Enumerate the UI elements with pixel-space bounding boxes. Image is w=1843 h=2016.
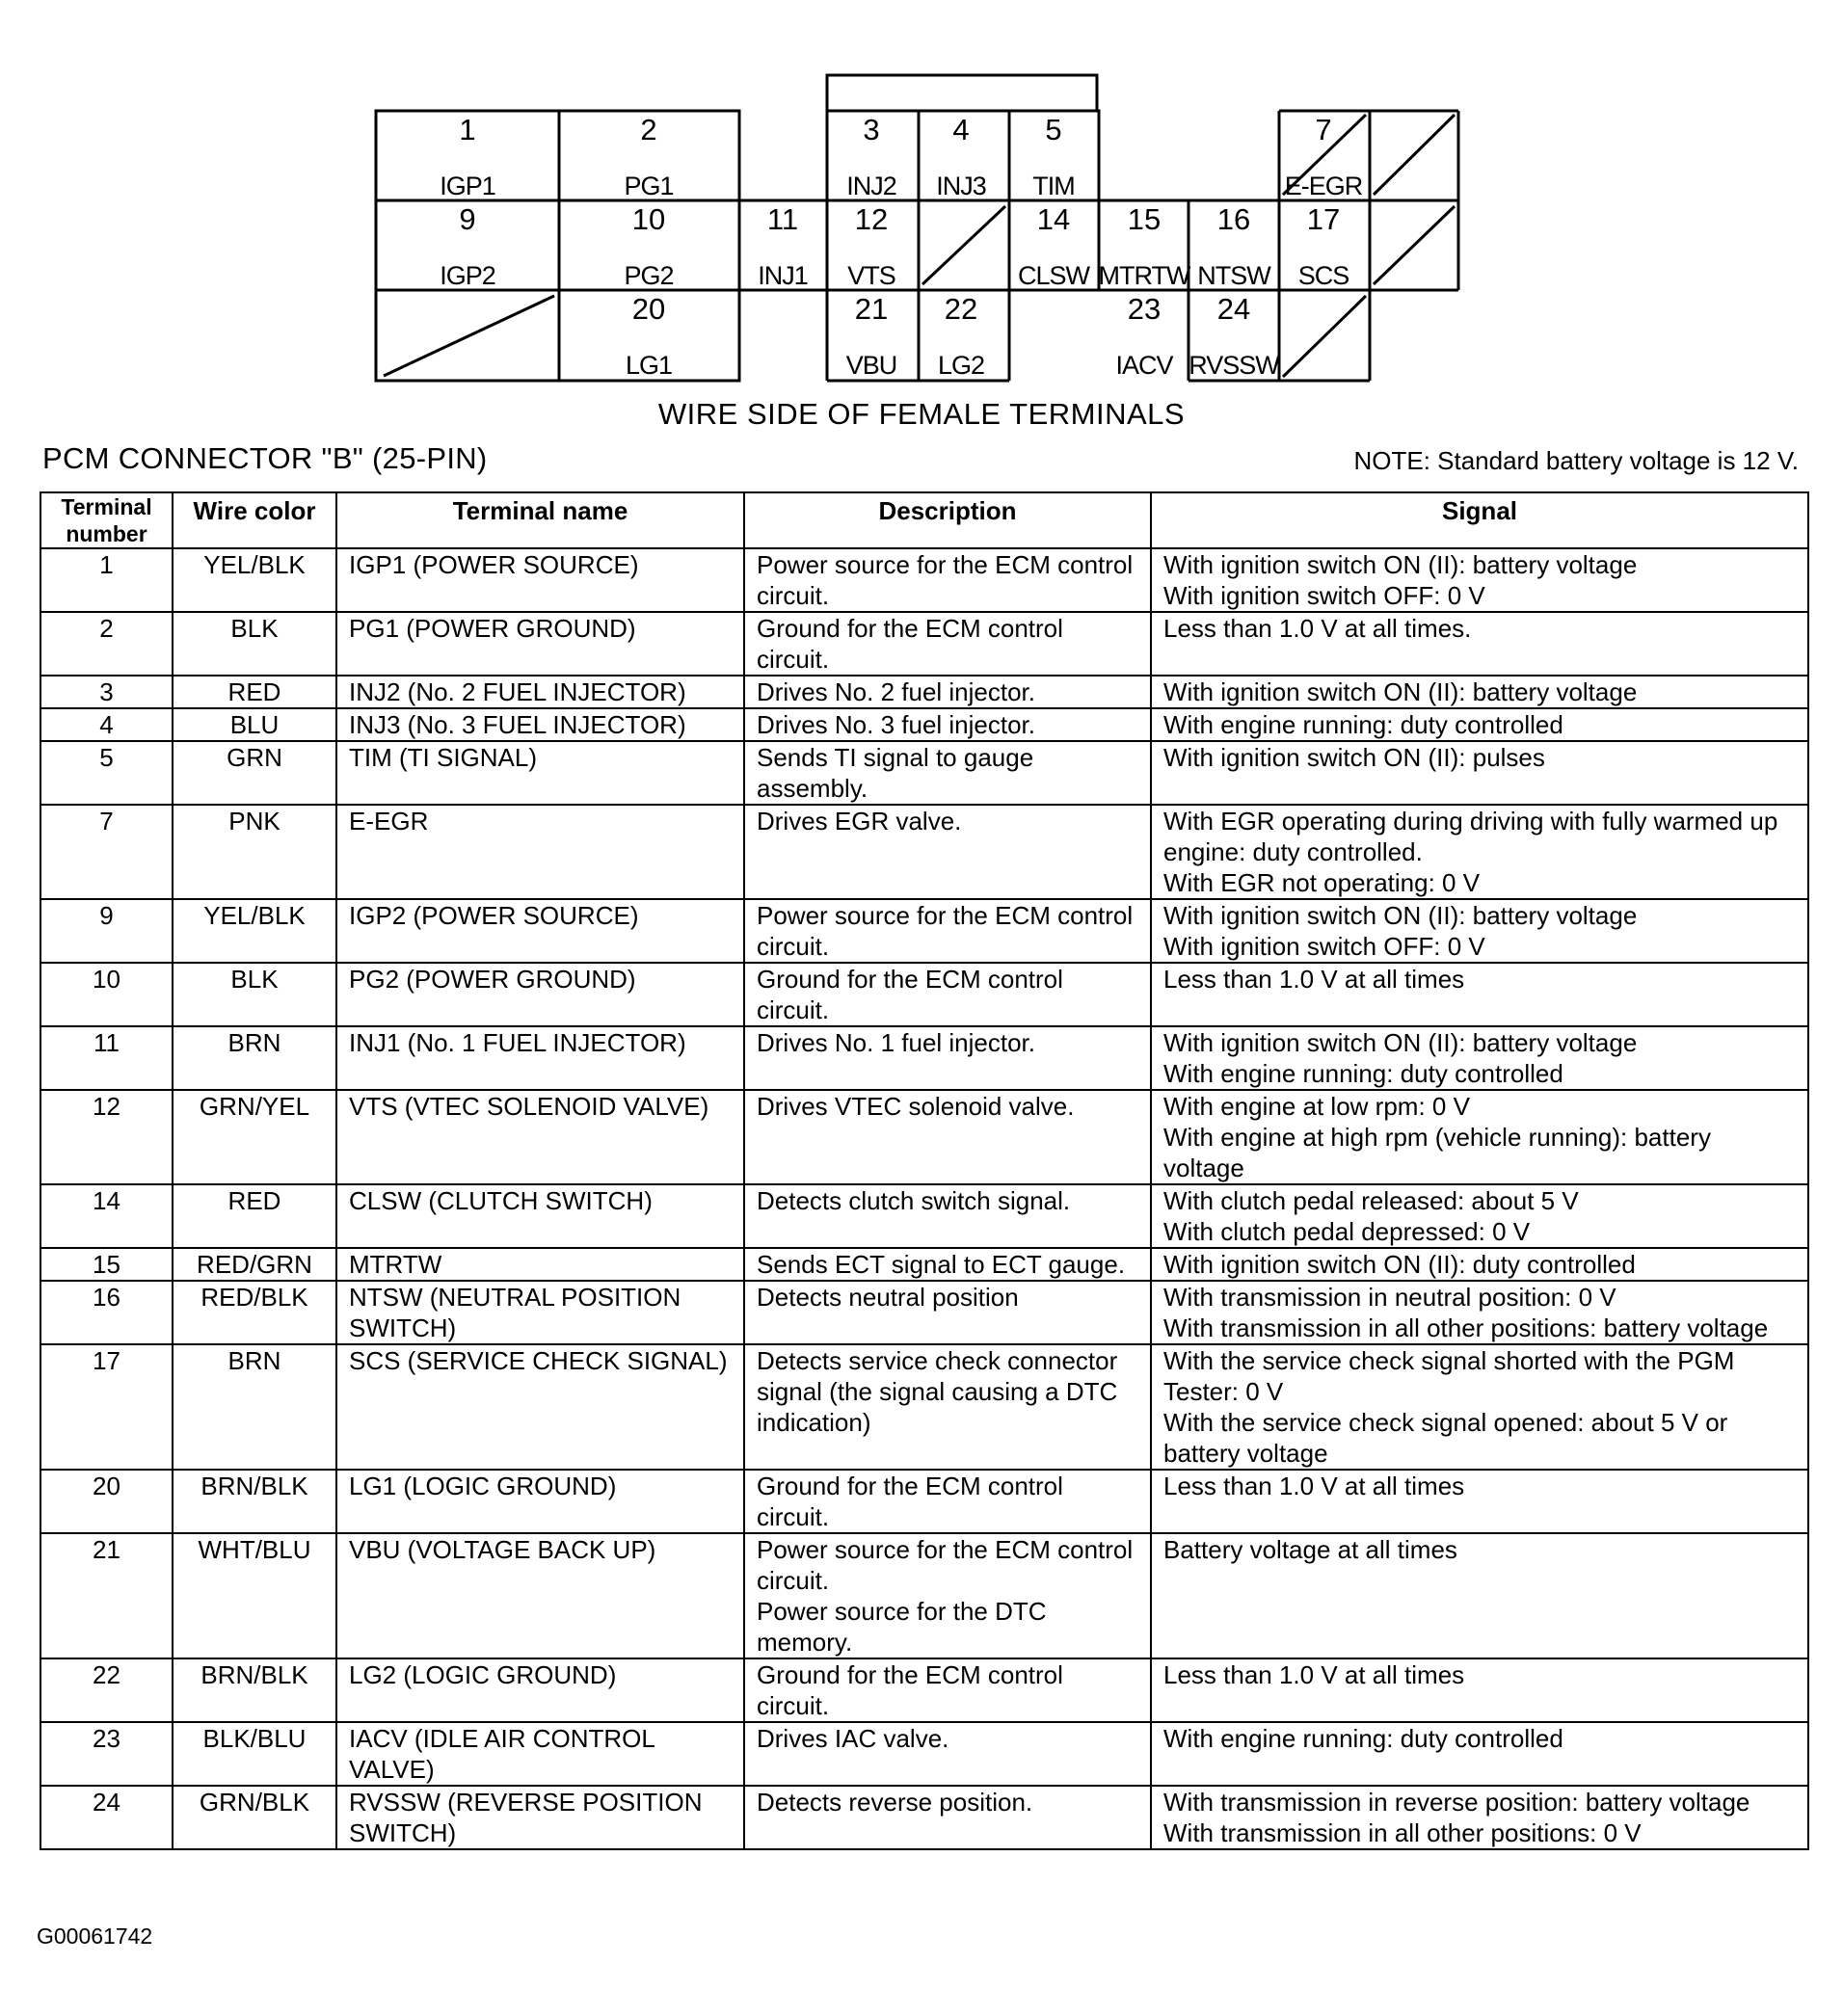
header-terminal-number (40, 492, 173, 548)
pin-name-label: LG2 (937, 351, 985, 380)
pin-number-label: 9 (459, 202, 476, 236)
pin-number-label: 11 (766, 202, 799, 236)
terminal-number-cell: 24 (40, 1786, 173, 1849)
description-cell: Detects neutral position (744, 1281, 1151, 1344)
signal-cell: With ignition switch ON (II): battery voltage (1151, 676, 1808, 708)
terminal-table-body (40, 548, 1808, 1849)
terminal-number-cell: 17 (40, 1344, 173, 1470)
table-row (40, 548, 1808, 612)
table-row (40, 963, 1808, 1026)
pin-name-label: IGP1 (440, 172, 495, 200)
table-row (40, 1786, 1808, 1849)
terminal-number-cell: 11 (40, 1026, 173, 1090)
header-terminal-line1: Terminal (61, 494, 152, 519)
signal-cell: Less than 1.0 V at all times (1151, 963, 1808, 1026)
description-cell: Sends ECT signal to ECT gauge. (744, 1248, 1151, 1281)
pin-name-label: PG1 (624, 172, 674, 200)
terminal-number-cell: 1 (40, 548, 173, 612)
description-cell: Power source for the ECM control circuit. (744, 899, 1151, 963)
terminal-number-cell: 23 (40, 1722, 173, 1786)
terminal-name-cell: PG1 (POWER GROUND) (336, 612, 744, 676)
pin-name-label: RVSSW (1189, 351, 1279, 380)
table-row (40, 899, 1808, 963)
terminal-number-cell: 15 (40, 1248, 173, 1281)
terminal-name-cell: INJ2 (No. 2 FUEL INJECTOR) (336, 676, 744, 708)
battery-voltage-note: NOTE: Standard battery voltage is 12 V. (1353, 446, 1799, 475)
pin-number-label: 12 (854, 202, 889, 236)
pin-number-label: 16 (1216, 202, 1251, 236)
wire-color-cell: GRN/BLK (173, 1786, 336, 1849)
terminal-name-cell: IGP1 (POWER SOURCE) (336, 548, 744, 612)
description-cell: Drives VTEC solenoid valve. (744, 1090, 1151, 1184)
pin-number-label: 24 (1216, 292, 1251, 326)
terminal-number-cell: 10 (40, 963, 173, 1026)
table-row (40, 1470, 1808, 1533)
wire-color-cell: GRN (173, 741, 336, 805)
terminal-name-cell: INJ1 (No. 1 FUEL INJECTOR) (336, 1026, 744, 1090)
signal-cell: With ignition switch ON (II): battery voltage With engine running: duty controlled (1151, 1026, 1808, 1090)
terminal-name-cell: IACV (IDLE AIR CONTROL VALVE) (336, 1722, 744, 1786)
pin-number-label: 1 (459, 113, 476, 146)
table-header-row (40, 492, 1808, 548)
terminal-number-cell: 7 (40, 805, 173, 899)
pin-name-label: E-EGR (1284, 172, 1363, 200)
blank-pin-slash (1374, 115, 1455, 195)
description-cell: Drives IAC valve. (744, 1722, 1151, 1786)
description-cell: Ground for the ECM control circuit. (744, 612, 1151, 676)
description-cell: Ground for the ECM control circuit. (744, 963, 1151, 1026)
connector-key-tab (827, 75, 1097, 111)
figure-id: G00061742 (37, 1923, 153, 1949)
wire-color-cell: BRN (173, 1344, 336, 1470)
table-row (40, 676, 1808, 708)
blank-pin-slash (384, 296, 554, 376)
pin-name-label: VBU (845, 351, 897, 380)
connector-diagram (0, 0, 1843, 390)
terminal-name-cell: INJ3 (No. 3 FUEL INJECTOR) (336, 708, 744, 741)
table-row (40, 741, 1808, 805)
wire-color-cell: WHT/BLU (173, 1533, 336, 1658)
pin-number-label: 14 (1036, 202, 1071, 236)
terminal-name-cell: LG2 (LOGIC GROUND) (336, 1658, 744, 1722)
pin-name-label: VTS (847, 261, 895, 290)
table-row (40, 1090, 1808, 1184)
terminal-number-cell: 20 (40, 1470, 173, 1533)
signal-cell: With ignition switch ON (II): pulses (1151, 741, 1808, 805)
terminal-number-cell: 2 (40, 612, 173, 676)
table-row (40, 708, 1808, 741)
pin-name-label: INJ2 (846, 172, 896, 200)
pin-number-label: 3 (863, 113, 880, 146)
signal-cell: With engine running: duty controlled (1151, 708, 1808, 741)
terminal-name-cell: VBU (VOLTAGE BACK UP) (336, 1533, 744, 1658)
pin-name-label: IACV (1115, 351, 1173, 380)
blank-pin-slash (1374, 206, 1455, 284)
terminal-name-cell: MTRTW (336, 1248, 744, 1281)
table-row (40, 1184, 1808, 1248)
wire-color-cell: RED (173, 1184, 336, 1248)
blank-pin-slash (1283, 296, 1366, 377)
terminal-name-cell: IGP2 (POWER SOURCE) (336, 899, 744, 963)
signal-cell: With engine running: duty controlled (1151, 1722, 1808, 1786)
table-row (40, 1533, 1808, 1658)
pin-number-label: 22 (944, 292, 978, 326)
pin-name-label: NTSW (1197, 261, 1270, 290)
description-cell: Ground for the ECM control circuit. (744, 1470, 1151, 1533)
description-cell: Ground for the ECM control circuit. (744, 1658, 1151, 1722)
header-terminal-line2: number (66, 521, 147, 546)
description-cell: Power source for the ECM control circuit. Power source for the DTC memory. (744, 1533, 1151, 1658)
pin-number-label: 2 (640, 113, 657, 146)
pin-name-label: IGP2 (440, 261, 495, 290)
pin-name-label: SCS (1297, 261, 1349, 290)
wire-color-cell: RED/GRN (173, 1248, 336, 1281)
wire-color-cell: BRN/BLK (173, 1470, 336, 1533)
wire-color-cell: YEL/BLK (173, 548, 336, 612)
terminal-number-cell: 3 (40, 676, 173, 708)
terminal-table (40, 491, 1809, 1850)
wire-color-cell: GRN/YEL (173, 1090, 336, 1184)
header-terminal-name: Terminal name (336, 492, 744, 548)
pin-name-label: LG1 (625, 351, 673, 380)
terminal-number-cell: 12 (40, 1090, 173, 1184)
header-signal: Signal (1151, 492, 1808, 548)
table-row (40, 1281, 1808, 1344)
terminal-name-cell: E-EGR (336, 805, 744, 899)
pin-name-label: PG2 (624, 261, 674, 290)
terminal-number-cell: 22 (40, 1658, 173, 1722)
description-cell: Drives No. 2 fuel injector. (744, 676, 1151, 708)
description-cell: Sends TI signal to gauge assembly. (744, 741, 1151, 805)
description-cell: Detects service check connector signal (the signal causing a DTC indication) (744, 1344, 1151, 1470)
terminal-number-cell: 21 (40, 1533, 173, 1658)
pin-number-label: 17 (1306, 202, 1341, 236)
wire-color-cell: BRN (173, 1026, 336, 1090)
pin-number-label: 20 (631, 292, 666, 326)
connector-caption: WIRE SIDE OF FEMALE TERMINALS (657, 397, 1186, 431)
connector-title: PCM CONNECTOR "B" (25-PIN) (42, 441, 488, 475)
description-cell: Detects reverse position. (744, 1786, 1151, 1849)
pin-name-label: INJ1 (758, 261, 808, 290)
terminal-number-cell: 14 (40, 1184, 173, 1248)
blank-pin-slash (922, 206, 1005, 284)
signal-cell: With the service check signal shorted with the PGM Tester: 0 V With the service check signal opened: about 5 V or battery voltage (1151, 1344, 1808, 1470)
table-row (40, 1344, 1808, 1470)
terminal-number-cell: 16 (40, 1281, 173, 1344)
pin-number-label: 23 (1127, 292, 1162, 326)
signal-cell: With ignition switch ON (II): duty controlled (1151, 1248, 1808, 1281)
terminal-number-cell: 5 (40, 741, 173, 805)
wire-color-cell: YEL/BLK (173, 899, 336, 963)
signal-cell: With ignition switch ON (II): battery voltage With ignition switch OFF: 0 V (1151, 899, 1808, 963)
pin-number-label: 7 (1315, 113, 1332, 146)
description-cell: Drives EGR valve. (744, 805, 1151, 899)
description-cell: Drives No. 3 fuel injector. (744, 708, 1151, 741)
wire-color-cell: BRN/BLK (173, 1658, 336, 1722)
signal-cell: With clutch pedal released: about 5 V With clutch pedal depressed: 0 V (1151, 1184, 1808, 1248)
signal-cell: Battery voltage at all times (1151, 1533, 1808, 1658)
table-row (40, 1026, 1808, 1090)
wire-color-cell: BLK/BLU (173, 1722, 336, 1786)
description-cell: Detects clutch switch signal. (744, 1184, 1151, 1248)
pin-number-label: 15 (1127, 202, 1162, 236)
description-cell: Power source for the ECM control circuit. (744, 548, 1151, 612)
terminal-name-cell: PG2 (POWER GROUND) (336, 963, 744, 1026)
signal-cell: With transmission in reverse position: battery voltage With transmission in all other positions: 0 V (1151, 1786, 1808, 1849)
table-row (40, 1658, 1808, 1722)
terminal-name-cell: RVSSW (REVERSE POSITION SWITCH) (336, 1786, 744, 1849)
description-cell: Drives No. 1 fuel injector. (744, 1026, 1151, 1090)
terminal-name-cell: NTSW (NEUTRAL POSITION SWITCH) (336, 1281, 744, 1344)
pin-number-label: 4 (952, 113, 970, 146)
terminal-number-cell: 4 (40, 708, 173, 741)
signal-cell: Less than 1.0 V at all times (1151, 1658, 1808, 1722)
header-wire-color: Wire color (173, 492, 336, 548)
signal-cell: With ignition switch ON (II): battery voltage With ignition switch OFF: 0 V (1151, 548, 1808, 612)
pin-number-label: 10 (631, 202, 666, 236)
signal-cell: With transmission in neutral position: 0 V With transmission in all other positions: battery voltage (1151, 1281, 1808, 1344)
pin-number-label: 21 (854, 292, 889, 326)
terminal-name-cell: VTS (VTEC SOLENOID VALVE) (336, 1090, 744, 1184)
table-row (40, 1722, 1808, 1786)
signal-cell: With EGR operating during driving with fully warmed up engine: duty controlled. With EGR not operating: 0 V (1151, 805, 1808, 899)
wire-color-cell: BLK (173, 963, 336, 1026)
header-description: Description (744, 492, 1151, 548)
wire-color-cell: BLU (173, 708, 336, 741)
pin-number-label: 5 (1045, 113, 1062, 146)
connector-outline (376, 75, 1458, 381)
pin-name-label: TIM (1032, 172, 1075, 200)
terminal-number-cell: 9 (40, 899, 173, 963)
signal-cell: Less than 1.0 V at all times. (1151, 612, 1808, 676)
signal-cell: Less than 1.0 V at all times (1151, 1470, 1808, 1533)
terminal-name-cell: SCS (SERVICE CHECK SIGNAL) (336, 1344, 744, 1470)
pin-name-label: MTRTW (1098, 261, 1190, 290)
terminal-name-cell: TIM (TI SIGNAL) (336, 741, 744, 805)
terminal-name-cell: LG1 (LOGIC GROUND) (336, 1470, 744, 1533)
wire-color-cell: BLK (173, 612, 336, 676)
wire-color-cell: PNK (173, 805, 336, 899)
terminal-name-cell: CLSW (CLUTCH SWITCH) (336, 1184, 744, 1248)
wire-color-cell: RED (173, 676, 336, 708)
table-row (40, 805, 1808, 899)
connector-pin-labels (440, 113, 1363, 380)
pin-name-label: INJ3 (936, 172, 986, 200)
signal-cell: With engine at low rpm: 0 V With engine at high rpm (vehicle running): battery voltage (1151, 1090, 1808, 1184)
wire-color-cell: RED/BLK (173, 1281, 336, 1344)
pin-name-label: CLSW (1017, 261, 1090, 290)
table-row (40, 612, 1808, 676)
table-row (40, 1248, 1808, 1281)
